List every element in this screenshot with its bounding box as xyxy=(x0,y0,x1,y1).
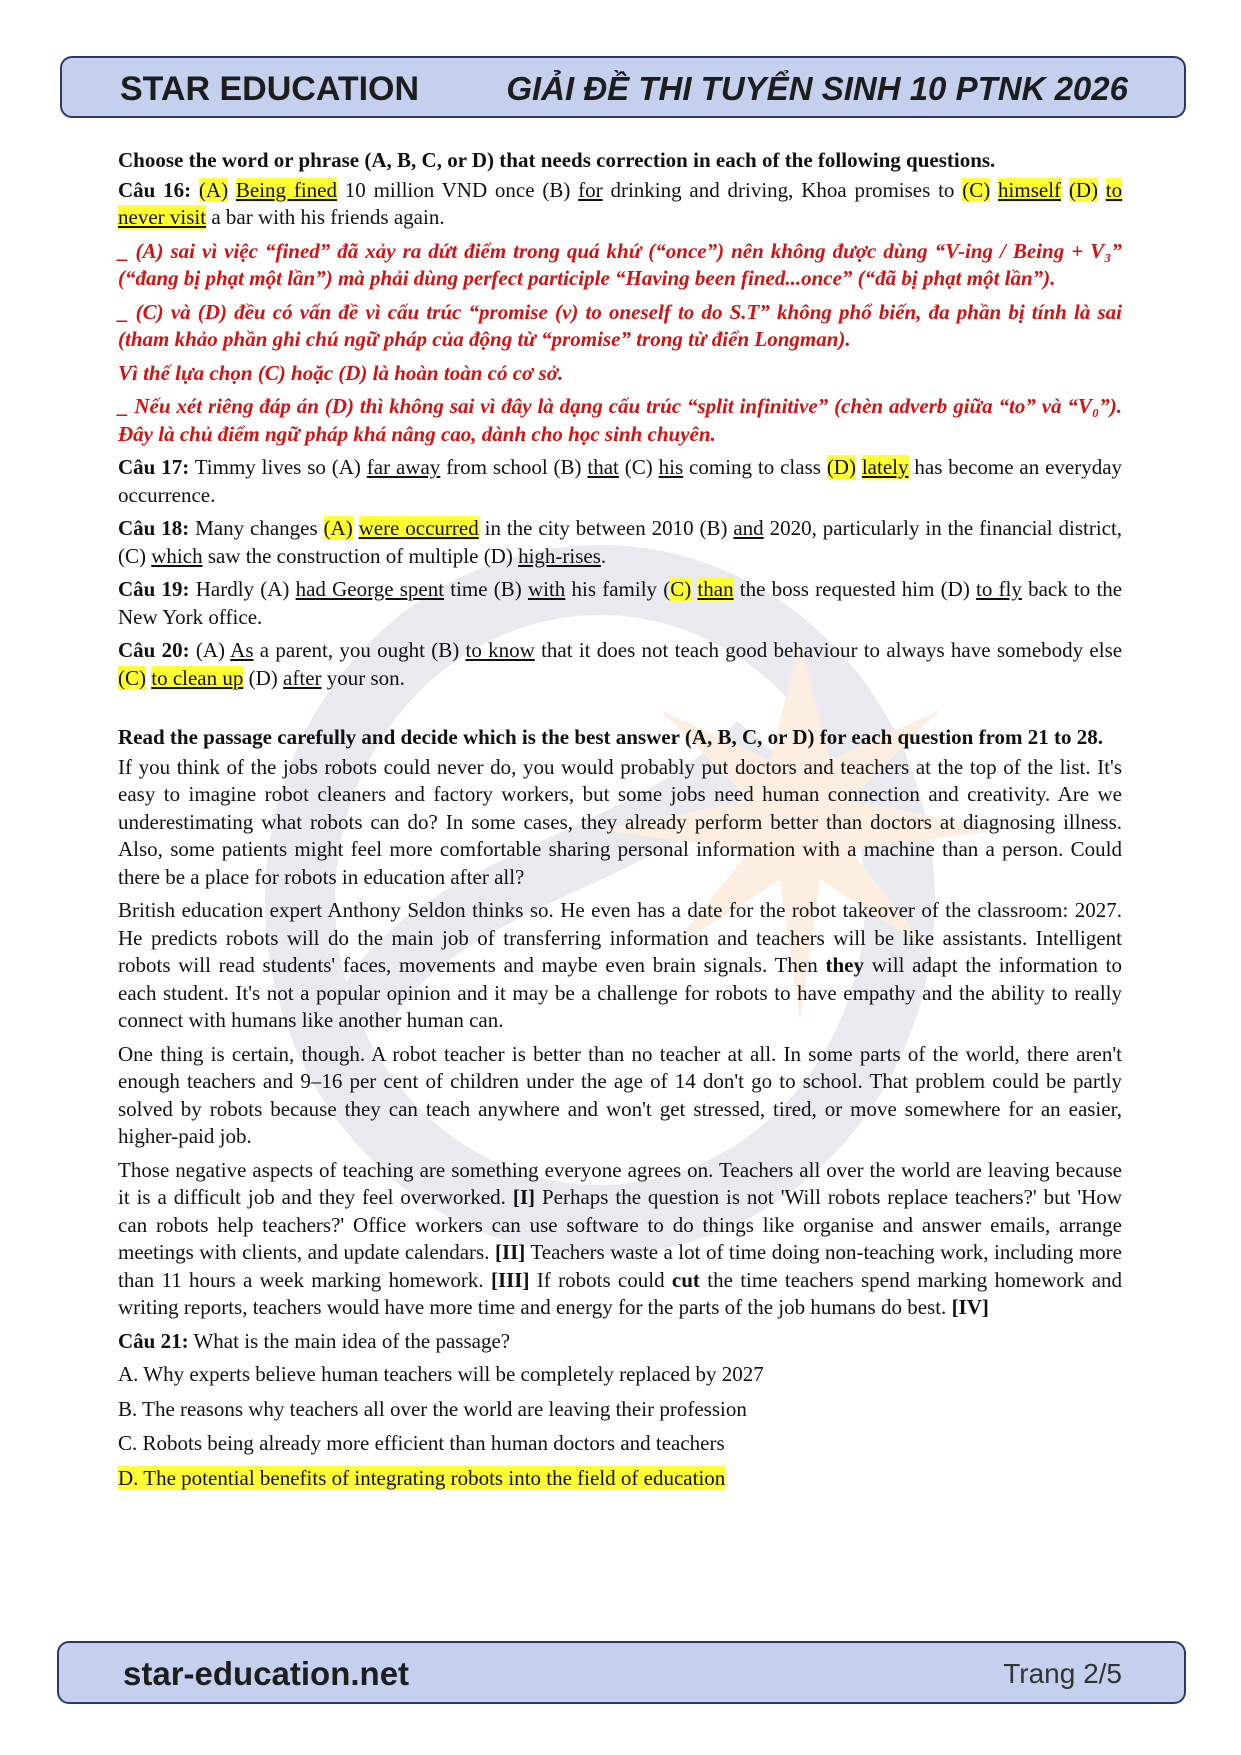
q21-option-c: C. Robots being already more efficient than human doctors and teachers xyxy=(118,1431,725,1455)
q20-text-3: that it does not teach good behaviour to always have somebody else xyxy=(541,638,1123,662)
q16-option-c: himself xyxy=(998,177,1062,202)
p4-text-4: If robots could xyxy=(536,1267,665,1292)
q18-text-1: Many changes xyxy=(195,516,318,540)
q19-option-d: to fly xyxy=(976,577,1022,601)
q21-option-d xyxy=(118,1465,1122,1493)
q21-question-text: What is the main idea of the passage? xyxy=(193,1328,511,1353)
p4-text-2: Perhaps the question is not 'Will robots replace teachers?' but 'How can robots help teachers?' Office workers can use software to do things like organise and answer emails, arrange meetings with clients, and update calendars. xyxy=(118,1185,1122,1264)
q16-option-c-marker: (C) xyxy=(962,177,991,202)
q21-label: Câu 21: xyxy=(118,1328,189,1353)
section2-instruction: Read the passage carefully and decide which is the best answer (A, B, C, or D) for each question from 21 to 28. xyxy=(118,725,1104,749)
q20-option-b: to know xyxy=(465,638,535,662)
q19-text-5: back to the New York office. xyxy=(118,577,1123,629)
q20-text-5: your son. xyxy=(326,665,405,690)
q17-text-2: from school (B) xyxy=(446,455,582,479)
q20-text-1: (A) xyxy=(195,638,226,662)
q19-option-a: had George spent xyxy=(295,577,445,601)
q18-option-d: high-rises xyxy=(518,543,601,568)
q17-text-4: coming to class xyxy=(689,455,821,479)
passage-paragraph-1: If you think of the jobs robots could never do, you would probably put doctors and teachers at the top of the list. It's easy to imagine robot cleaners and factory workers, but some jobs need human connection and creativity. Are we underestimating what robots can do? In some cases, they already perform better than doctors at diagnosing illness. Also, some patients might feel more comfortable sharing personal information with a machine than a person. Could there be a place for robots in education after all? xyxy=(118,754,1122,889)
q21-option-a: A. Why experts believe human teachers will be completely replaced by 2027 xyxy=(118,1362,764,1386)
passage-paragraph-4 xyxy=(118,1157,1122,1322)
q18-option-c: which xyxy=(151,543,203,568)
website-url: star-education.net xyxy=(123,1655,410,1692)
insert-marker-4: [IV] xyxy=(951,1295,989,1319)
q20-text-2: a parent, you ought (B) xyxy=(259,638,460,662)
q16-option-a-marker: (A) xyxy=(198,177,229,202)
page-content xyxy=(118,147,1122,1499)
question-21 xyxy=(118,1328,1122,1356)
document-title: GIẢI ĐỀ THI TUYỂN SINH 10 PTNK 2026 xyxy=(506,70,1128,107)
q16-text-1: 10 million VND once (B) xyxy=(344,177,571,202)
p2-text-1: British education expert Anthony Seldon thinks so. He even has a date for the robot takeover of the classroom: 2027. He predicts robots will do the main job of transferring information and teachers will be like assistants. Intelligent robots will read students' faces, movements and maybe even brain signals. Then xyxy=(118,898,1122,977)
q20-label: Câu 20: xyxy=(118,638,190,662)
q16-option-d-marker: (D) xyxy=(1068,177,1098,202)
q19-text-3: his family ( xyxy=(571,577,671,601)
q18-option-a: were occurred xyxy=(358,516,479,540)
q16-explanation-4: _ Nếu xét riêng đáp án (D) thì không sai vì đây là dạng cấu trúc “split infinitive” (chèn adverb giữa “to” và “V₀”). Đây là chủ điểm ngữ pháp khá nâng cao, dành cho học sinh chuyên. xyxy=(118,394,1122,446)
q17-label: Câu 17: xyxy=(118,455,190,479)
q19-option-c: than xyxy=(697,577,734,601)
q17-option-d-marker: (D) xyxy=(826,455,856,479)
q17-option-c: his xyxy=(658,455,684,479)
q16-option-b: for xyxy=(578,177,603,202)
p4-text-3: Teachers waste a lot of time doing non-teaching work, including more than 11 hours a week marking homework. xyxy=(118,1240,1122,1292)
q19-text-1: Hardly (A) xyxy=(195,577,290,601)
q19-label: Câu 19: xyxy=(118,577,190,601)
question-16 xyxy=(118,177,1122,232)
page-header xyxy=(60,56,1186,118)
question-20 xyxy=(118,637,1122,692)
passage-paragraph-2 xyxy=(118,897,1122,1035)
q20-text-4: (D) xyxy=(248,665,278,690)
q17-option-d: lately xyxy=(861,455,909,479)
q18-option-a-marker: (A) xyxy=(323,516,353,540)
q18-option-b: and xyxy=(733,516,764,540)
q16-explanation-1: _ (A) sai vì việc “fined” đã xảy ra dứt điểm trong quá khứ (“once”) nên không được dùng “V-ing / Being + V₃” (“đang bị phạt một lần”) mà phải dùng perfect participle “Having been fined...once” (“đã bị phạt một lần”). xyxy=(118,238,1122,290)
p2-bold-word: they xyxy=(825,953,864,977)
q16-explanation-2: _ (C) và (D) đều có vấn đề vì cấu trúc “promise (v) to oneself to do S.T” không phổ biến, đa phần bị tính là sai (tham khảo phần ghi chú ngữ pháp của động từ “promise” trong từ điển Longman). xyxy=(118,299,1122,351)
q19-text-4: the boss requested him (D) xyxy=(739,577,970,601)
brand-name: STAR EDUCATION xyxy=(120,70,420,108)
q19-option-b: with xyxy=(527,577,566,601)
q17-option-b: that xyxy=(587,455,619,479)
q18-label: Câu 18: xyxy=(118,516,190,540)
insert-marker-1: [I] xyxy=(512,1185,536,1209)
q21-option-d-text: D. The potential benefits of integrating robots into the field of education xyxy=(118,1465,726,1490)
page-footer xyxy=(57,1641,1186,1704)
q20-option-c-marker: (C) xyxy=(118,665,146,690)
q18-text-4: saw the construction of multiple (D) xyxy=(207,543,513,568)
q16-label: Câu 16: xyxy=(118,177,192,202)
section1-instruction: Choose the word or phrase (A, B, C, or D) that needs correction in each of the following questions. xyxy=(118,148,996,172)
q18-text-3: 2020, particularly in the financial district, (C) xyxy=(118,516,1123,568)
q19-option-c-marker: C) xyxy=(670,577,692,601)
p4-bold-word: cut xyxy=(671,1267,700,1292)
q16-text-3: a bar with his friends again. xyxy=(211,205,445,229)
passage-paragraph-3: One thing is certain, though. A robot teacher is better than no teacher at all. In some parts of the world, there aren't enough teachers and 9–16 per cent of children under the age of 14 don't go to school. That problem could be partly solved by robots because they can teach anywhere and won't get stressed, tired, or move somewhere for an easier, higher-paid job. xyxy=(118,1041,1122,1148)
q19-text-2: time (B) xyxy=(450,577,522,601)
q17-text-3: (C) xyxy=(624,455,653,479)
question-18 xyxy=(118,515,1122,570)
question-19 xyxy=(118,576,1122,631)
question-17 xyxy=(118,454,1122,509)
q17-text-1: Timmy lives so (A) xyxy=(194,455,361,479)
insert-marker-2: [II] xyxy=(494,1240,526,1264)
page-number: Trang 2/5 xyxy=(1003,1658,1122,1689)
q18-text-5: . xyxy=(600,543,607,568)
insert-marker-3: [III] xyxy=(490,1267,530,1292)
q17-text-5: has become an everyday occurrence. xyxy=(118,455,1123,507)
p4-text-1: Those negative aspects of teaching are something everyone agrees on. Teachers all over the world are leaving because it is a difficult job and they feel overworked. xyxy=(118,1157,1122,1209)
q16-option-a: Being fined xyxy=(235,177,337,202)
q17-option-a: far away xyxy=(366,455,441,479)
q20-option-a: As xyxy=(230,638,254,662)
q16-option-d: to never visit xyxy=(118,177,1123,229)
q20-option-c: to clean up xyxy=(151,665,244,690)
q21-option-b: B. The reasons why teachers all over the world are leaving their profession xyxy=(118,1396,747,1421)
p4-text-5: the time teachers spend marking homework and writing reports, teachers would have more time and energy for the parts of the job humans do best. xyxy=(118,1267,1123,1319)
q18-text-2: in the city between 2010 (B) xyxy=(484,516,728,540)
q16-explanation-3: Vì thế lựa chọn (C) hoặc (D) là hoàn toàn có cơ sở. xyxy=(118,360,564,385)
q16-text-2: drinking and driving, Khoa promises to xyxy=(610,177,955,202)
p2-text-2: will adapt the information to each student. It's not a popular opinion and it may be a challenge for robots to have empathy and the ability to really connect with humans like another human can. xyxy=(118,953,1123,1032)
q20-option-d: after xyxy=(283,665,322,690)
section-spacer xyxy=(118,698,1122,724)
